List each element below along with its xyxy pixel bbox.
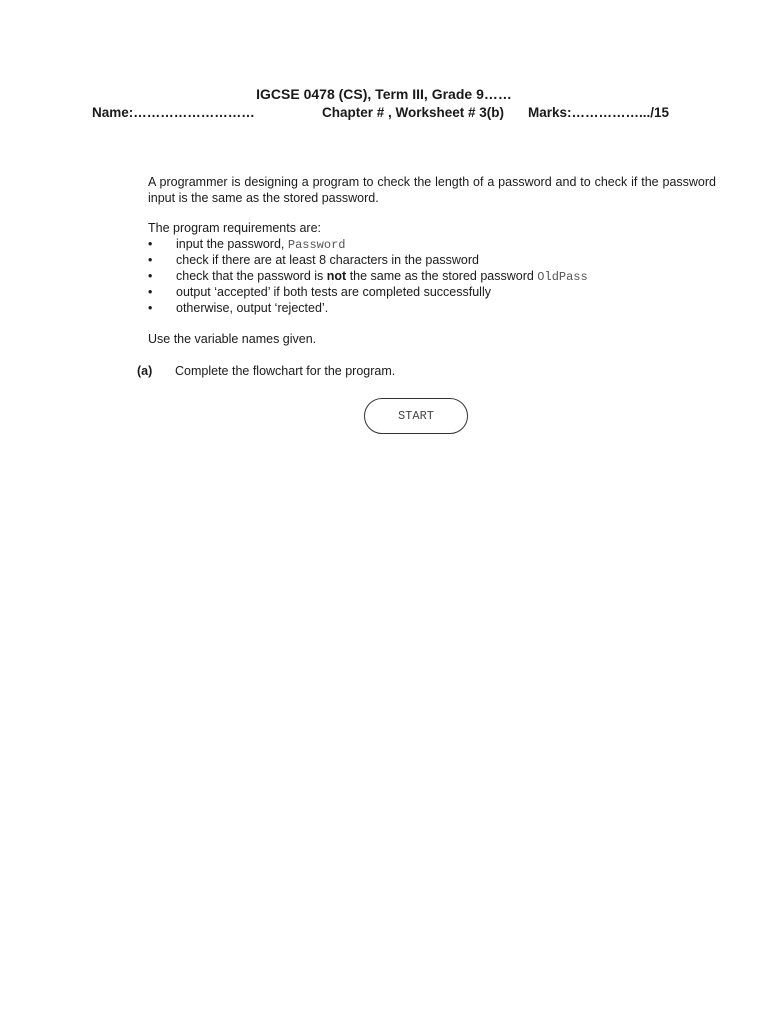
question-body <box>137 174 716 379</box>
requirement-text: input the password, <box>176 237 288 251</box>
requirement-item <box>148 268 716 284</box>
requirement-item <box>148 236 716 252</box>
part-a-label: (a) <box>137 364 153 378</box>
requirement-text: otherwise, output ‘rejected’. <box>176 301 329 315</box>
requirement-text: check that the password is <box>176 269 327 283</box>
requirement-item <box>148 300 716 316</box>
bullet-icon: • <box>148 253 153 267</box>
requirements-heading: The program requirements are: <box>148 221 321 235</box>
chapter-worksheet-label: Chapter # , Worksheet # 3(b) <box>322 105 505 120</box>
page-title: IGCSE 0478 (CS), Term III, Grade 9…… <box>256 86 512 102</box>
flowchart-start-terminal <box>364 398 468 434</box>
start-label: START <box>397 409 434 423</box>
requirement-text: the same as the stored password <box>346 269 538 283</box>
bullet-icon: • <box>148 285 153 299</box>
requirement-item <box>148 252 716 268</box>
bullet-icon: • <box>148 269 153 283</box>
question-intro: A programmer is designing a program to check the length of a password and to check if the password input is the same as the stored password. <box>148 175 716 205</box>
bullet-icon: • <box>148 301 153 315</box>
name-field: Name:……………………… <box>92 105 255 120</box>
bullet-icon: • <box>148 237 153 251</box>
variable-name: OldPass <box>537 270 588 284</box>
marks-field: Marks:…………….../15 <box>528 105 670 120</box>
part-a-question <box>137 363 716 379</box>
requirement-text: check if there are at least 8 characters in the password <box>176 253 479 267</box>
variable-name: Password <box>287 238 346 252</box>
requirements-list <box>148 236 716 316</box>
requirement-text: output ‘accepted’ if both tests are completed successfully <box>176 285 491 299</box>
part-a-text: Complete the flowchart for the program. <box>175 364 396 378</box>
emphasis-not: not <box>326 269 347 283</box>
requirement-item <box>148 284 716 300</box>
variables-note: Use the variable names given. <box>148 332 317 346</box>
